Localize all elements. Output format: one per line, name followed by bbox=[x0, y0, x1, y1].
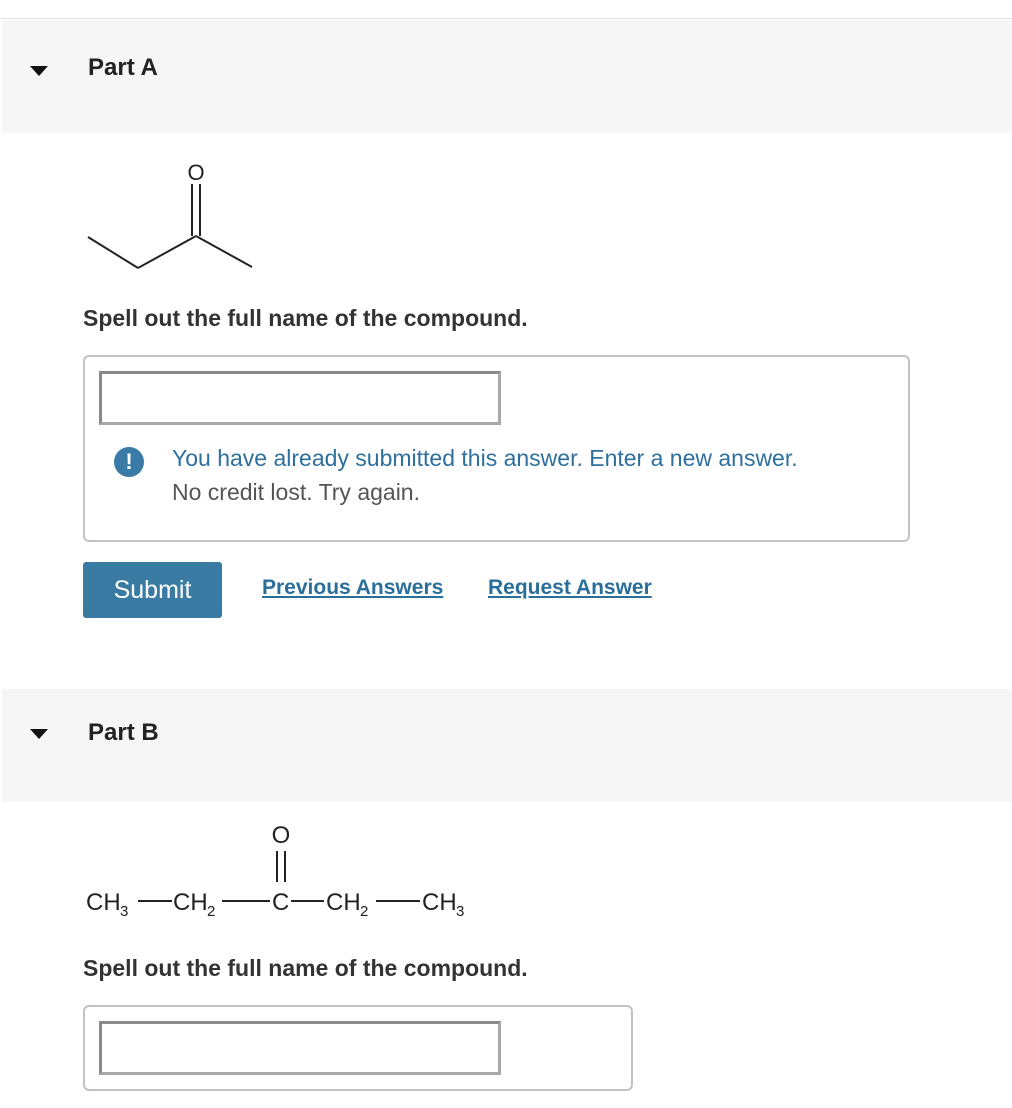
part-a-header[interactable] bbox=[2, 20, 1012, 133]
oxygen-label: O bbox=[271, 822, 291, 849]
collapse-caret-icon[interactable] bbox=[30, 729, 48, 739]
ch2-left-subscript: 2 bbox=[207, 903, 216, 920]
ch2-right: CH bbox=[326, 889, 361, 916]
part-b-answer-box bbox=[83, 1005, 633, 1091]
bond-ethyl-left bbox=[88, 237, 138, 268]
oxygen-label: O bbox=[187, 160, 205, 185]
request-answer-link[interactable]: Request Answer bbox=[488, 576, 652, 599]
alert-icon: ! bbox=[114, 447, 144, 477]
part-b-header[interactable] bbox=[2, 689, 1012, 802]
collapse-caret-icon[interactable] bbox=[30, 66, 48, 76]
part-a-answer-box bbox=[83, 355, 910, 542]
part-a-title: Part A bbox=[88, 54, 158, 81]
feedback-message: You have already submitted this answer. Enter a new answer. bbox=[172, 445, 798, 471]
ch2-left: CH bbox=[173, 889, 208, 916]
part-b-formula bbox=[80, 818, 500, 928]
part-b-answer-input[interactable] bbox=[99, 1021, 501, 1075]
top-divider bbox=[0, 18, 1012, 19]
ch2-right-subscript: 2 bbox=[360, 903, 369, 920]
part-b-title: Part B bbox=[88, 719, 159, 746]
part-a-question: Spell out the full name of the compound. bbox=[83, 305, 528, 331]
part-b-question: Spell out the full name of the compound. bbox=[83, 955, 528, 981]
ch3-left-subscript: 3 bbox=[120, 903, 129, 920]
submit-button[interactable]: Submit bbox=[83, 562, 222, 618]
ch3-left: CH bbox=[86, 889, 121, 916]
bond-ethyl-center bbox=[138, 236, 196, 268]
feedback-note: No credit lost. Try again. bbox=[172, 479, 420, 505]
ch3-right-subscript: 3 bbox=[456, 903, 465, 920]
carbonyl-carbon: C bbox=[272, 889, 290, 916]
bond-methyl bbox=[196, 236, 252, 267]
part-a-structure bbox=[80, 150, 280, 280]
ch3-right: CH bbox=[422, 889, 457, 916]
part-a-answer-input[interactable] bbox=[99, 371, 501, 425]
previous-answers-link[interactable]: Previous Answers bbox=[262, 576, 444, 599]
